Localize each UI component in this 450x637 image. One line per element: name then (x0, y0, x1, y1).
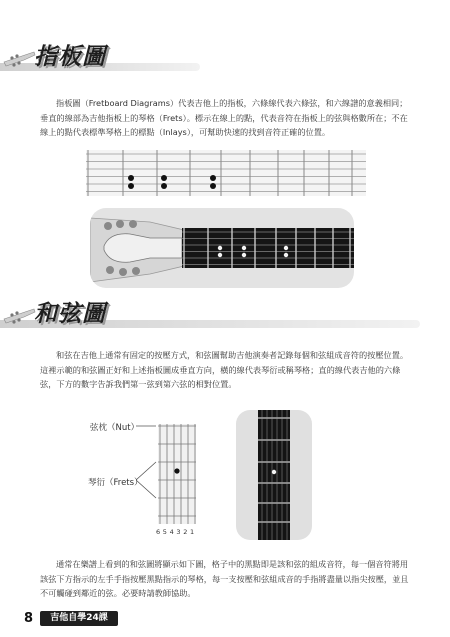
inlay-dot (174, 468, 179, 473)
guitar-neck-photo (90, 208, 354, 288)
annotation-lines (136, 426, 156, 498)
section-banner-fretboard (0, 38, 200, 78)
page-number: 8 (24, 611, 34, 626)
book-logo-text: 吉他自學24課 (50, 613, 108, 623)
guitar-headstock-icon (2, 303, 36, 329)
section-banner-chord (0, 295, 420, 335)
vertical-neck-photo (236, 410, 312, 540)
vertical-neck-illustration (236, 410, 312, 540)
chord-usage-description: 通常在樂譜上看到的和弦圖將顯示如下圖，格子中的黑點即是該和弦的組成音符，每一個音符將用該弦下方指示的左手手指按壓黑點指示的琴格，每一支按壓和弦組成音的手指將盡量以指尖按壓，並且不可觸碰到鄰近的弦。必要時請教師協助。 (40, 559, 409, 598)
book-logo (40, 611, 118, 626)
string-numbers: 6 5 4 3 2 1 (156, 528, 195, 536)
guitar-headstock-icon (2, 46, 36, 72)
section-title-fretboard: 指板圖 (34, 44, 106, 70)
chord-diagram (136, 416, 200, 540)
section-title-chord: 和弦圖 (34, 301, 106, 327)
chord-description: 和弦在吉他上通常有固定的按壓方式，和弦圖幫助吉他演奏者記錄每個和弦組成音符的按壓位置。這裡示範的和弦圖正好和上述指板圖成垂直方向，橫的線代表琴衍或稱琴格；直的線代表吉他的六條弦，下方的數字告訴我們第一弦到第六弦的相對位置。 (40, 350, 409, 389)
guitar-neck-illustration (90, 208, 354, 288)
fretboard-diagram (86, 150, 366, 196)
label-nut: 弦枕（Nut） (90, 423, 140, 433)
label-frets: 琴衍（Frets） (88, 478, 143, 488)
fretboard-description: 指板圖（Fretboard Diagrams）代表吉他上的指板，六條線代表六條弦，和六線譜的意義相同；垂直的線部為吉他指板上的琴格（Frets）。標示在線上的點，代表音符在指板上的弦與格數所在；不在線上的點代表標準琴格上的標點（Inlays），可幫助快速的找到音符正確的位置。 (40, 98, 408, 137)
